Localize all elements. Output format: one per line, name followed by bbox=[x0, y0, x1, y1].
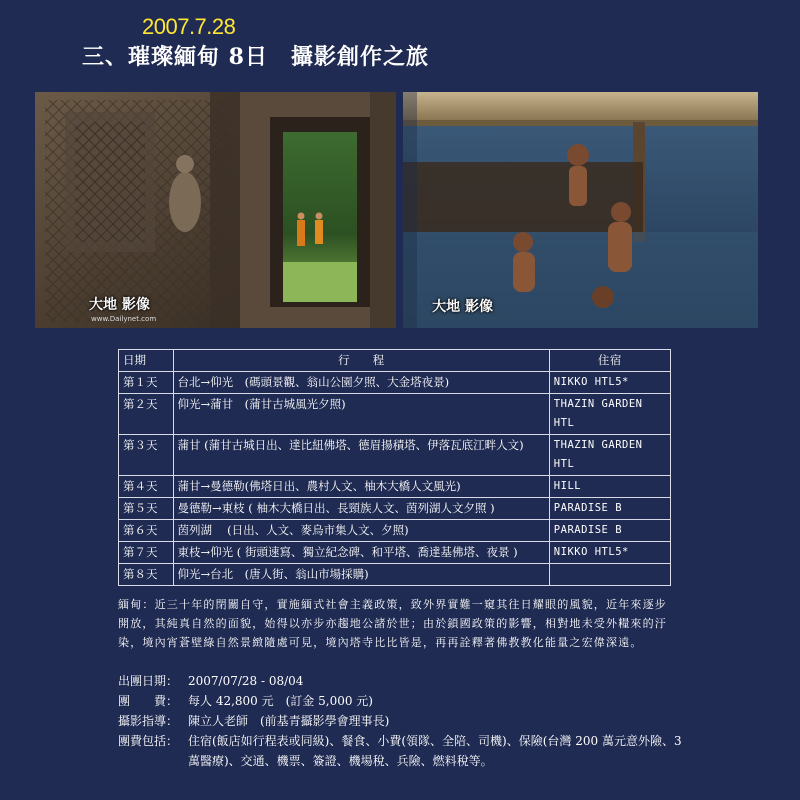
hotel-cell: NIKKO HTL5* bbox=[549, 372, 670, 394]
table-row bbox=[119, 394, 671, 435]
day-cell: 第８天 bbox=[119, 564, 174, 586]
table-row bbox=[119, 435, 671, 476]
table-row bbox=[119, 476, 671, 498]
hotel-cell: NIKKO HTL5* bbox=[549, 542, 670, 564]
info-value: 每人 42,800 元 (訂金 5,000 元) bbox=[188, 694, 373, 708]
watermark-url: www.Dailynet.com bbox=[91, 315, 157, 323]
info-row-instructor bbox=[118, 711, 688, 731]
header-hotel: 住宿 bbox=[549, 350, 670, 372]
table-row bbox=[119, 564, 671, 586]
hotel-cell: PARADISE B bbox=[549, 498, 670, 520]
table-header-row bbox=[119, 350, 671, 372]
page-title: 三、璀璨緬甸 8日 攝影創作之旅 bbox=[82, 44, 429, 70]
hotel-cell: PARADISE B bbox=[549, 520, 670, 542]
info-value: 陳立人老師 (前基青攝影學會理事長) bbox=[188, 714, 390, 728]
info-label: 團 費： bbox=[118, 694, 179, 708]
route-cell: 仰光→台北 (唐人街、翁山市場採購) bbox=[173, 564, 549, 586]
watermark-logo: 大地 影像 bbox=[432, 299, 493, 315]
route-cell: 蒲甘→曼德勒(佛塔日出、農村人文、柚木大橋人文風光) bbox=[173, 476, 549, 498]
hotel-cell: HILL bbox=[549, 476, 670, 498]
route-cell: 仰光→蒲甘 (蒲甘古城風光夕照) bbox=[173, 394, 549, 435]
tour-info bbox=[118, 671, 688, 771]
route-cell: 東枝→仰光 ( 街頭速寫、獨立紀念碑、和平塔、喬達基佛塔、夜景 ) bbox=[173, 542, 549, 564]
itinerary-table bbox=[118, 349, 671, 586]
header-date: 日期 bbox=[119, 350, 174, 372]
temple-doorway-photo bbox=[35, 92, 396, 328]
myanmar-description: 緬甸：近三十年的閉關自守，實施緬式社會主義政策，致外界實難一窺其往日耀眼的風貌，近年來逐步開放，其純真自然的面貌，始得以亦步亦趨地公諸於世；由於鎖國政策的影響，相對地未受外糧來的汙染，境內宵蒼壁綠自然景緻隨處可見，境內塔寺比比皆是，再再詮釋著佛教教化能量之宏偉深遠。 bbox=[118, 598, 667, 649]
day-cell: 第５天 bbox=[119, 498, 174, 520]
table-row bbox=[119, 520, 671, 542]
info-label: 攝影指導： bbox=[118, 714, 179, 728]
watermark-logo: 大地 影像 bbox=[89, 297, 150, 313]
info-row-departure bbox=[118, 671, 688, 691]
header-route: 行 程 bbox=[173, 350, 549, 372]
info-label: 出團日期： bbox=[118, 674, 179, 688]
hotel-cell bbox=[549, 564, 670, 586]
info-value: 住宿(飯店如行程表或同級)、餐食、小費(領隊、全陪、司機)、保險(台灣 200 萬元意外險、3 萬醫療)、交通、機票、簽證、機場稅、兵險、燃料稅等。 bbox=[188, 734, 682, 768]
day-cell: 第４天 bbox=[119, 476, 174, 498]
route-cell: 曼德勒→東枝 ( 柚木大橋日出、長頸族人文、茵列湖人文夕照 ) bbox=[173, 498, 549, 520]
info-row-inclusions bbox=[118, 731, 688, 771]
info-row-fee bbox=[118, 691, 688, 711]
children-water-photo bbox=[403, 92, 758, 328]
hotel-cell: THAZIN GARDEN HTL bbox=[549, 435, 670, 476]
hotel-cell: THAZIN GARDEN HTL bbox=[549, 394, 670, 435]
day-cell: 第２天 bbox=[119, 394, 174, 435]
info-value: 2007/07/28 - 08/04 bbox=[188, 674, 304, 688]
table-row bbox=[119, 372, 671, 394]
day-cell: 第６天 bbox=[119, 520, 174, 542]
table-row bbox=[119, 542, 671, 564]
day-cell: 第１天 bbox=[119, 372, 174, 394]
table-row bbox=[119, 498, 671, 520]
day-cell: 第３天 bbox=[119, 435, 174, 476]
route-cell: 台北→仰光 (碼頭景觀、翁山公園夕照、大金塔夜景) bbox=[173, 372, 549, 394]
info-label: 團費包括： bbox=[118, 734, 179, 748]
route-cell: 蒲甘 (蒲甘古城日出、達比紐佛塔、德眉揚積塔、伊落瓦底江畔人文) bbox=[173, 435, 549, 476]
route-cell: 茵列湖 (日出、人文、麥烏市集人文、夕照) bbox=[173, 520, 549, 542]
tour-date: 2007.7.28 bbox=[142, 14, 236, 39]
day-cell: 第７天 bbox=[119, 542, 174, 564]
